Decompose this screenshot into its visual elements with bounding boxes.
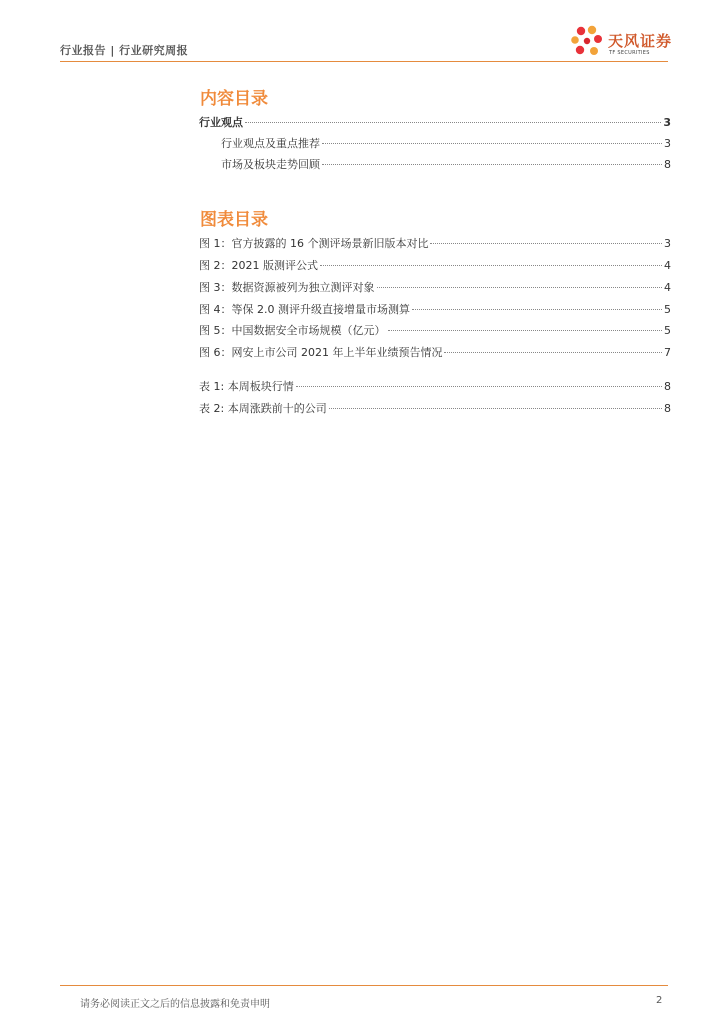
figure-item-page: 3: [664, 237, 671, 250]
figure-item-page: 7: [664, 346, 671, 359]
toc-item[interactable]: [199, 114, 671, 130]
toc-leader-dots: [444, 352, 662, 353]
figure-item-page: 4: [664, 281, 671, 294]
toc-leader-dots: [245, 122, 661, 123]
contents-title: 内容目录: [200, 89, 268, 109]
company-logo: [568, 22, 672, 62]
logo-name-cn: 天风证券: [608, 32, 673, 50]
table-item[interactable]: [199, 400, 671, 416]
figure-item[interactable]: [199, 279, 671, 295]
toc-leader-dots: [322, 164, 662, 165]
toc-leader-dots: [320, 265, 662, 266]
toc-item-label: 市场及板块走势回顾: [221, 158, 320, 171]
figure-item-label: 图 5：中国数据安全市场规模（亿元）: [199, 324, 386, 337]
table-item-page: 8: [664, 402, 671, 415]
footer-divider: [60, 985, 668, 986]
figure-item-label: 图 4：等保 2.0 测评升级直接增量市场测算: [199, 303, 410, 316]
toc-leader-dots: [412, 309, 662, 310]
figure-item-page: 5: [664, 324, 671, 337]
figure-item-page: 4: [664, 259, 671, 272]
toc-item-page: 3: [663, 116, 671, 129]
table-item-page: 8: [664, 380, 671, 393]
figure-item[interactable]: [199, 322, 671, 338]
table-item[interactable]: [199, 378, 671, 394]
toc-item[interactable]: [221, 135, 671, 151]
page-number: 2: [656, 995, 663, 1006]
toc-item-label: 行业观点: [199, 116, 243, 129]
figure-item-label: 图 6：网安上市公司 2021 年上半年业绩预告情况: [199, 346, 443, 359]
footer-disclaimer: 请务必阅读正文之后的信息披露和免责申明: [80, 999, 270, 1010]
toc-leader-dots: [430, 243, 662, 244]
table-item-label: 表 1: 本周板块行情: [199, 380, 294, 393]
header-divider: [60, 61, 668, 62]
table-item-label: 表 2: 本周涨跌前十的公司: [199, 402, 327, 415]
toc-leader-dots: [388, 330, 663, 331]
toc-item-page: 8: [664, 158, 671, 171]
figure-item-label: 图 3：数据资源被列为独立测评对象: [199, 281, 375, 294]
figure-item[interactable]: [199, 344, 671, 360]
figure-item[interactable]: [199, 257, 671, 273]
figure-item-label: 图 1：官方披露的 16 个测评场景新旧版本对比: [199, 237, 429, 250]
figure-item[interactable]: [199, 301, 671, 317]
toc-item-label: 行业观点及重点推荐: [221, 137, 320, 150]
report-type-label: 行业报告 | 行业研究周报: [60, 44, 189, 57]
toc-leader-dots: [377, 287, 663, 288]
figure-item-page: 5: [664, 303, 671, 316]
toc-item[interactable]: [221, 156, 671, 172]
toc-leader-dots: [329, 408, 662, 409]
flower-logo-icon: [568, 22, 608, 62]
toc-leader-dots: [296, 386, 662, 387]
logo-name-en: TF SECURITIES: [609, 50, 650, 56]
figures-title: 图表目录: [200, 210, 268, 230]
toc-leader-dots: [322, 143, 662, 144]
toc-item-page: 3: [664, 137, 671, 150]
figure-item[interactable]: [199, 235, 671, 251]
figure-item-label: 图 2：2021 版测评公式: [199, 259, 318, 272]
